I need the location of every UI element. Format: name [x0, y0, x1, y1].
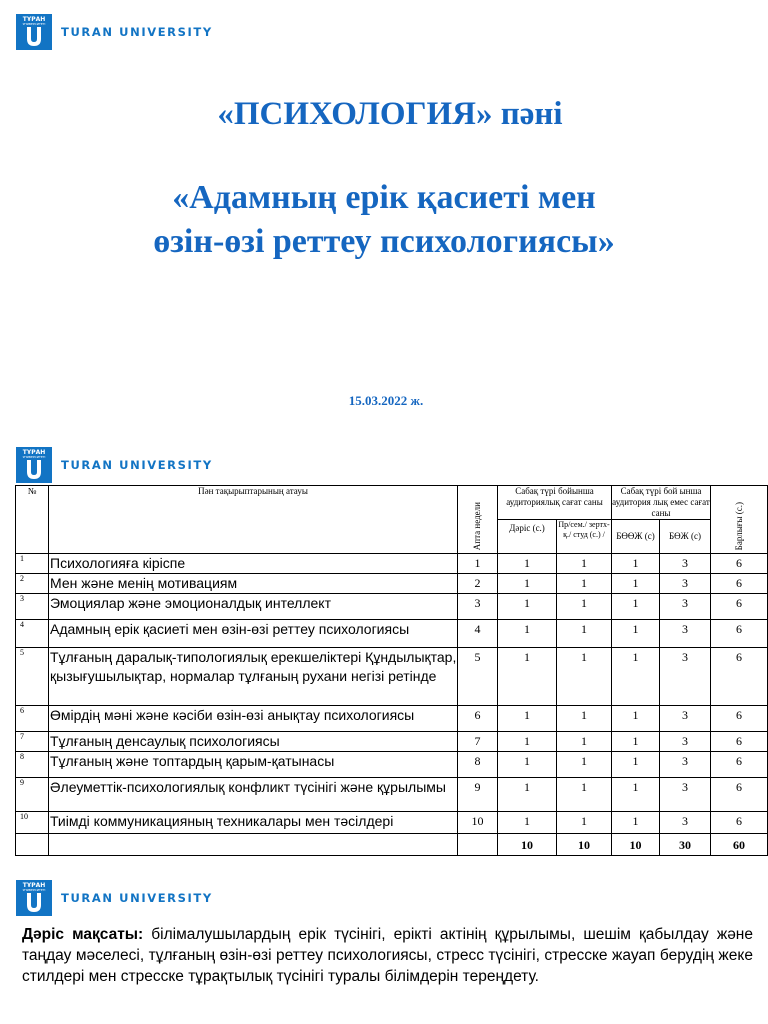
university-name: TURAN UNIVERSITY: [61, 891, 213, 905]
total-practice: 10: [557, 834, 612, 856]
total-boezh: 10: [612, 834, 660, 856]
row-bozh: 3: [660, 594, 711, 620]
header-boezh: БӨӨЖ (с): [612, 520, 660, 554]
university-emblem-icon: ТҰРАН УНИВЕРСИТЕТІ: [16, 880, 52, 916]
row-practice: 1: [557, 620, 612, 648]
row-bozh: 3: [660, 752, 711, 778]
row-bozh: 3: [660, 812, 711, 834]
header-nonauditory: Сабақ түрі бой ынша аудитория лық емес сағат саны: [612, 486, 710, 518]
header-topic: Пән тақырыптарының атауы: [49, 486, 458, 554]
row-lecture: 1: [498, 594, 557, 620]
row-total: 6: [711, 778, 768, 812]
row-number: 2: [16, 574, 49, 594]
row-practice: 1: [557, 752, 612, 778]
row-boezh: 1: [612, 778, 660, 812]
table-row: [16, 812, 768, 834]
table-row: [16, 574, 768, 594]
row-number: 6: [16, 706, 49, 732]
row-topic: Мен және менің мотивациям: [49, 574, 458, 594]
row-lecture: 1: [498, 732, 557, 752]
row-practice: 1: [557, 706, 612, 732]
row-week: 8: [458, 752, 498, 778]
row-lecture: 1: [498, 812, 557, 834]
row-boezh: 1: [612, 574, 660, 594]
row-total: 6: [711, 620, 768, 648]
row-week: 4: [458, 620, 498, 648]
row-practice: 1: [557, 812, 612, 834]
table-row: [16, 752, 768, 778]
row-week: 7: [458, 732, 498, 752]
university-emblem-icon: ТҰРАН УНИВЕРСИТЕТІ: [16, 447, 52, 483]
university-name: TURAN UNIVERSITY: [61, 25, 213, 39]
row-total: 6: [711, 594, 768, 620]
header-no: №: [16, 486, 49, 554]
row-boezh: 1: [612, 648, 660, 706]
header-practice: Пр/сем./ зертх-қ./ студ (с.) /: [557, 520, 612, 554]
row-week: 1: [458, 554, 498, 574]
row-lecture: 1: [498, 620, 557, 648]
row-practice: 1: [557, 594, 612, 620]
row-boezh: 1: [612, 594, 660, 620]
header-week: Апта недели: [458, 486, 498, 554]
row-bozh: 3: [660, 574, 711, 594]
table-row: [16, 706, 768, 732]
row-number: 7: [16, 732, 49, 752]
row-topic: Өмірдің мәні және кәсіби өзін-өзі анықтау психологиясы: [49, 706, 458, 732]
row-number: 10: [16, 812, 49, 834]
table-row: [16, 778, 768, 812]
row-number: 1: [16, 554, 49, 574]
lecture-date: 15.03.2022 ж.: [348, 393, 424, 408]
row-topic: Эмоциялар және эмоционалдық интеллект: [49, 594, 458, 620]
table-row: [16, 594, 768, 620]
total-lecture: 10: [498, 834, 557, 856]
row-boezh: 1: [612, 706, 660, 732]
header-total: Барлығы (с.): [711, 486, 768, 554]
table-row: [16, 732, 768, 752]
row-topic: Адамның ерік қасиеті мен өзін-өзі реттеу психологиясы: [49, 620, 458, 648]
row-total: 6: [711, 706, 768, 732]
row-bozh: 3: [660, 620, 711, 648]
row-lecture: 1: [498, 778, 557, 812]
row-week: 2: [458, 574, 498, 594]
totals-row: [16, 834, 768, 856]
row-practice: 1: [557, 778, 612, 812]
table-row: [16, 620, 768, 648]
goal-text: білімалушылардың ерік түсінігі, ерікті актінің құрылымы, шешім қабылдау және таңдау мәселесі, тұлғаның өзін-өзі реттеу психологиясы, стресс түсінігі, стресске жауап берудің жеке стилдері мен стресске тұрақтылық түсінігі туралы білімдерін тереңдету.: [22, 926, 753, 985]
row-topic: Әлеуметтік-психологиялық конфликт түсінігі және құрылымы: [49, 778, 458, 812]
row-number: 4: [16, 620, 49, 648]
row-total: 6: [711, 732, 768, 752]
row-topic: Тұлғаның және топтардың қарым-қатынасы: [49, 752, 458, 778]
row-week: 5: [458, 648, 498, 706]
lecture-title: «Адамның ерік қасиеті мен өзін-өзі реттеу психологиясы»: [153, 179, 615, 260]
row-number: 5: [16, 648, 49, 706]
row-number: 9: [16, 778, 49, 812]
table-row: [16, 554, 768, 574]
row-lecture: 1: [498, 752, 557, 778]
row-bozh: 3: [660, 732, 711, 752]
row-total: 6: [711, 752, 768, 778]
row-lecture: 1: [498, 706, 557, 732]
row-lecture: 1: [498, 574, 557, 594]
row-bozh: 3: [660, 554, 711, 574]
row-boezh: 1: [612, 812, 660, 834]
university-name: TURAN UNIVERSITY: [61, 458, 213, 472]
row-topic: Тиімді коммуникацияның техникалары мен тәсілдері: [49, 812, 458, 834]
row-boezh: 1: [612, 554, 660, 574]
row-lecture: 1: [498, 554, 557, 574]
row-total: 6: [711, 648, 768, 706]
row-bozh: 3: [660, 778, 711, 812]
curriculum-table: [15, 485, 768, 856]
header-lecture: Дәріс (с.): [498, 520, 557, 554]
university-logo: [16, 880, 213, 916]
row-practice: 1: [557, 732, 612, 752]
row-boezh: 1: [612, 620, 660, 648]
row-total: 6: [711, 812, 768, 834]
row-week: 3: [458, 594, 498, 620]
row-topic: Психологияға кіріспе: [49, 554, 458, 574]
row-number: 3: [16, 594, 49, 620]
row-week: 10: [458, 812, 498, 834]
row-boezh: 1: [612, 752, 660, 778]
header-bozh: БӨЖ (с): [660, 520, 711, 554]
goal-label: Дәріс мақсаты:: [22, 926, 144, 943]
row-lecture: 1: [498, 648, 557, 706]
row-total: 6: [711, 574, 768, 594]
table-row: [16, 648, 768, 706]
row-topic: Тұлғаның даралық-типологиялық ерекшеліктері Құндылықтар, қызығушылықтар, нормалар тұлғаның рухани негізі ретінде: [49, 648, 458, 706]
lecture-goal: [22, 924, 753, 987]
row-practice: 1: [557, 554, 612, 574]
row-week: 9: [458, 778, 498, 812]
university-logo: [16, 14, 213, 50]
row-number: 8: [16, 752, 49, 778]
university-logo: [16, 447, 213, 483]
subject-title: «ПСИХОЛОГИЯ» пәні: [217, 96, 563, 132]
row-topic: Тұлғаның денсаулық психологиясы: [49, 732, 458, 752]
row-boezh: 1: [612, 732, 660, 752]
row-practice: 1: [557, 574, 612, 594]
row-total: 6: [711, 554, 768, 574]
total-hours: 60: [711, 834, 768, 856]
total-bozh: 30: [660, 834, 711, 856]
row-bozh: 3: [660, 706, 711, 732]
row-practice: 1: [557, 648, 612, 706]
university-emblem-icon: ТҰРАН УНИВЕРСИТЕТІ: [16, 14, 52, 50]
row-bozh: 3: [660, 648, 711, 706]
header-auditory: Сабақ түрі бойынша аудиториялық сағат саны: [498, 486, 612, 520]
row-week: 6: [458, 706, 498, 732]
